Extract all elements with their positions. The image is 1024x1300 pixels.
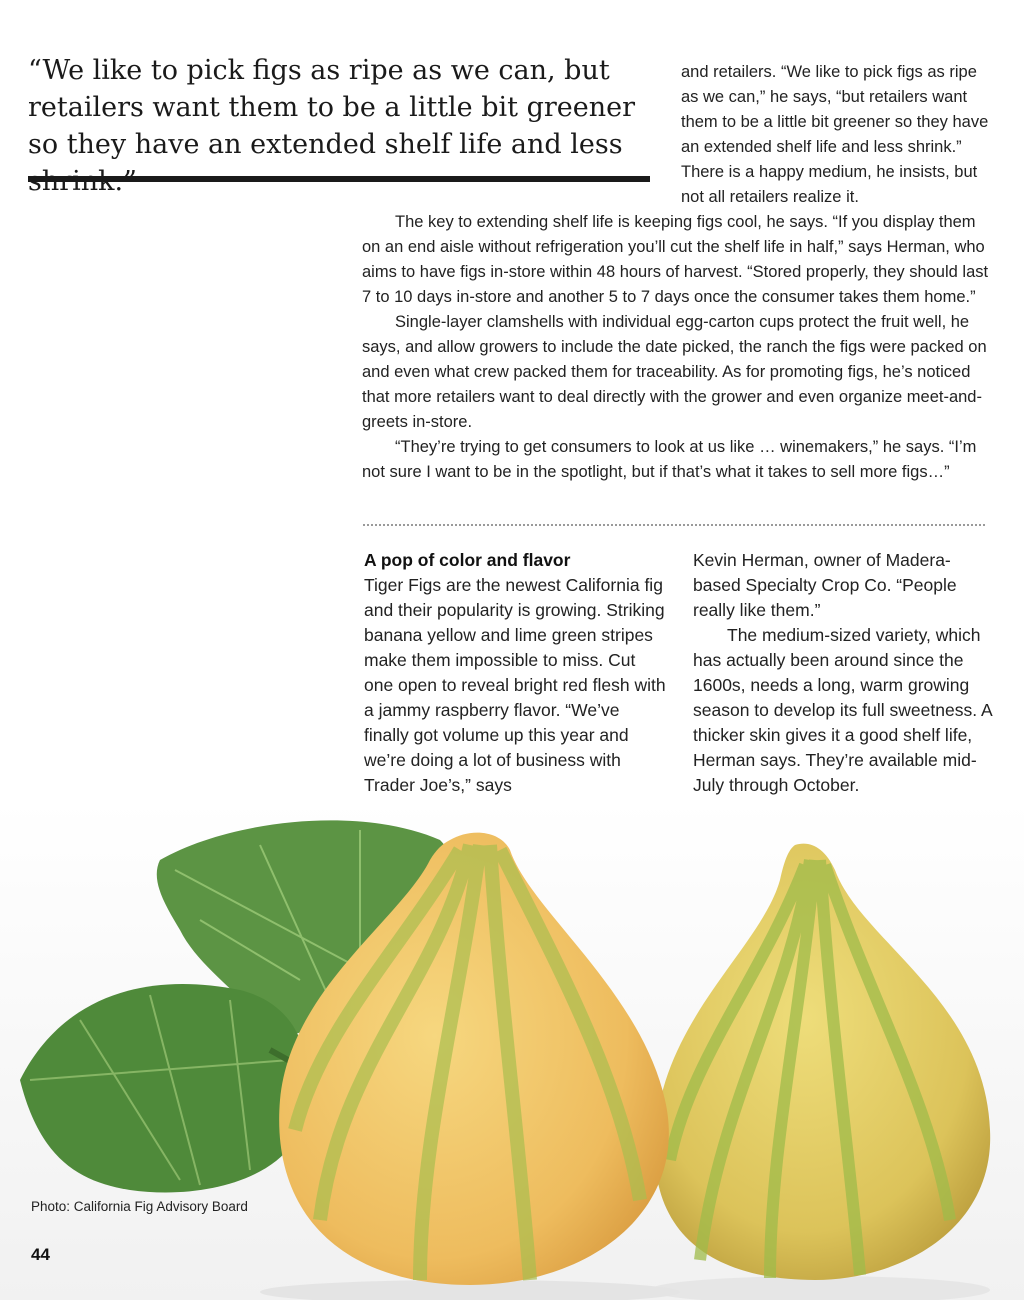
sidebar-paragraph: The medium-sized variety, which has actually been around since the 1600s, needs a long, warm growing season to develop its full sweetness. A thicker skin gives it a good shelf life, Herman says. They’re available mid-July through October. — [693, 625, 992, 795]
sidebar-right-column — [693, 548, 993, 798]
tiger-figs-photo — [0, 800, 1024, 1300]
article-paragraph: The key to extending shelf life is keeping figs cool, he says. “If you display them on an end aisle without refrigeration you’ll cut the shelf life in half,” says Herman, who aims to have figs in-store within 48 hours of harvest. “Stored properly, they should last 7 to 10 days in-store and another 5 to 7 days once the consumer takes them home.” — [362, 213, 989, 306]
article-paragraph: Single-layer clamshells with individual egg-carton cups protect the fruit well, he says, and allow growers to include the date picked, the ranch the figs were packed on and even what crew packed them for traceability. As for promoting figs, he’s noticed that more retailers want to deal directly with the grower and even organize meet-and-greets in-store. — [362, 313, 987, 431]
article-top-right-text: and retailers. “We like to pick figs as ripe as we can,” he says, “but retailers want them to be a little bit greener so they have an extended shelf life and less shrink.” There is a happy medium, he insists, but not all retailers realize it. — [681, 63, 989, 206]
article-paragraph: “They’re trying to get consumers to look at us like … winemakers,” he says. “I’m not sure I want to be in the spotlight, but if that’s what it takes to sell more figs…” — [362, 438, 977, 481]
photo-credit: Photo: California Fig Advisory Board — [31, 1199, 248, 1214]
sidebar-paragraph: Tiger Figs are the newest California fig and their popularity is growing. Striking banana yellow and lime green stripes make them impossible to miss. Cut one open to reveal bright red flesh with a jammy raspberry flavor. “We’ve finally got volume up this year and we’re doing a lot of business with Trader Joe’s,” says — [364, 575, 666, 795]
sidebar-heading: A pop of color and flavor — [364, 550, 571, 570]
sidebar-paragraph: Kevin Herman, owner of Madera-based Specialty Crop Co. “People really like them.” — [693, 550, 957, 620]
section-divider — [363, 524, 985, 526]
page-number: 44 — [31, 1245, 50, 1264]
article-body — [362, 210, 994, 485]
pull-quote-rule — [28, 176, 650, 182]
sidebar-left-column — [364, 548, 669, 798]
pull-quote: “We like to pick figs as ripe as we can, but retailers want them to be a little bit greener so they have an extended shelf life and less — [28, 55, 636, 160]
